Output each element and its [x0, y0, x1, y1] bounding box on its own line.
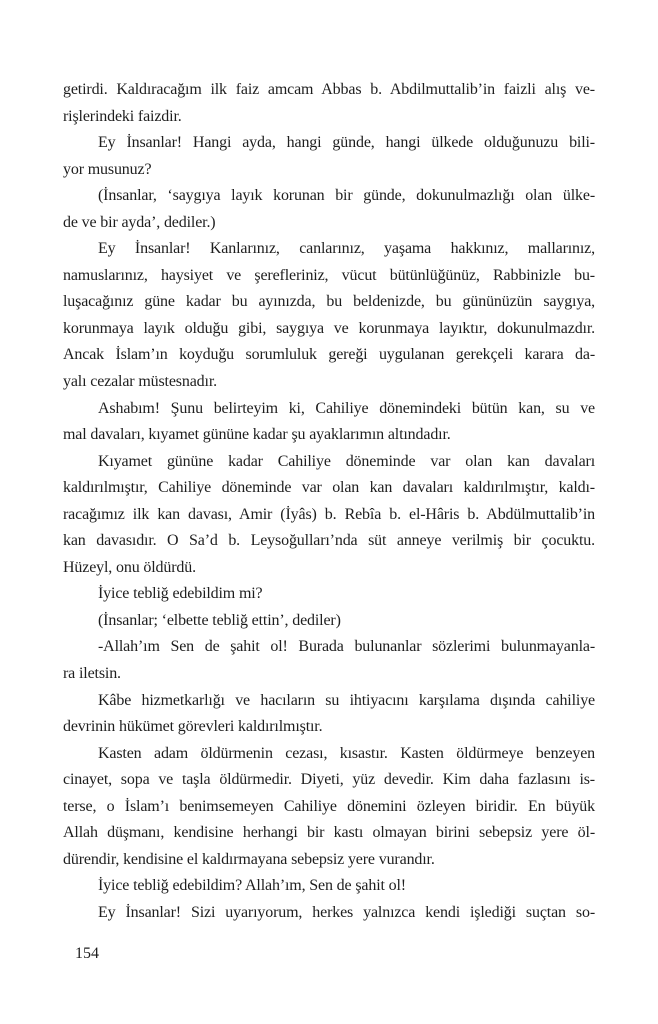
- text-line: rişlerindeki faizdir.: [63, 107, 182, 125]
- text-line: devrinin hükümet görevleri kaldırılmıştır.: [63, 718, 323, 736]
- text-line: -Allah’ım Sen de şahit ol! Burada bulunanlar sözlerimi bulunmayanla-: [98, 638, 595, 656]
- text-line: (İnsanlar, ‘saygıya layık korunan bir günde, dokunulmazlığı olan ülke-: [98, 187, 595, 205]
- text-line: İyice tebliğ edebildim mi?: [98, 585, 263, 603]
- text-line: cinayet, sopa ve taşla öldürmedir. Diyeti, yüz devedir. Kim daha fazlasını is-: [63, 771, 595, 789]
- text-line: racağımız ilk kan davası, Amir (İyâs) b. Rebîa b. el-Hâris b. Abdülmuttalib’in: [63, 505, 595, 523]
- text-line: İyice tebliğ edebildim? Allah’ım, Sen de şahit ol!: [98, 877, 406, 895]
- text-line: Ancak İslam’ın koyduğu sorumluluk gereği uygulanan gerekçeli karara da-: [63, 346, 595, 364]
- text-line: yor musunuz?: [63, 160, 152, 178]
- text-line: dürendir, kendisine el kaldırmayana sebepsiz yere vurandır.: [63, 850, 435, 868]
- page-text-block: [63, 77, 595, 927]
- text-line: Ey İnsanlar! Kanlarınız, canlarınız, yaşama hakkınız, mallarınız,: [98, 240, 595, 258]
- text-line: Kasten adam öldürmenin cezası, kısastır. Kasten öldürmeye benzeyen: [98, 744, 595, 762]
- text-line: Hüzeyl, onu öldürdü.: [63, 558, 196, 576]
- text-line: Ey İnsanlar! Hangi ayda, hangi günde, hangi ülkede olduğunuzu bili-: [98, 134, 595, 152]
- text-line: Kâbe hizmetkarlığı ve hacıların su ihtiyacını karşılama dışında cahiliye: [98, 691, 595, 709]
- text-line: mal davaları, kıyamet gününe kadar şu ayaklarımın altındadır.: [63, 426, 451, 444]
- text-line: terse, o İslam’ı benimsemeyen Cahiliye dönemini özleyen biridir. En büyük: [63, 797, 595, 815]
- text-line: namuslarınız, haysiyet ve şerefleriniz, vücut bütünlüğünüz, Rabbinizle bu-: [63, 266, 595, 284]
- text-line: yalı cezalar müstesnadır.: [63, 373, 217, 391]
- text-line: kan davasıdır. O Sa’d b. Leysoğulları’nda süt anneye verilmiş bir çocuktu.: [63, 532, 595, 550]
- text-line: kaldırılmıştır, Cahiliye döneminde var olan kan davaları kaldırılmıştır, kaldı-: [63, 479, 595, 497]
- text-line: getirdi. Kaldıracağım ilk faiz amcam Abbas b. Abdilmuttalib’in faizli alış ve-: [63, 81, 595, 98]
- page-number: 154: [75, 945, 99, 962]
- text-line: (İnsanlar; ‘elbette tebliğ ettin’, dediler): [98, 611, 341, 629]
- text-line: Ey İnsanlar! Sizi uyarıyorum, herkes yalnızca kendi işlediği suçtan so-: [98, 903, 595, 921]
- text-line: Kıyamet gününe kadar Cahiliye döneminde var olan kan davaları: [98, 452, 595, 470]
- text-line: Allah düşmanı, kendisine herhangi bir kastı olmayan birini sebepsiz yere öl-: [63, 824, 595, 842]
- text-line: Ashabım! Şunu belirteyim ki, Cahiliye dönemindeki bütün kan, su ve: [98, 399, 595, 417]
- text-line: luşacağınız güne kadar bu ayınızda, bu beldenizde, bu gününüzün saygıya,: [63, 293, 595, 311]
- text-line: korunmaya layık olduğu gibi, saygıya ve korunmaya layıktır, dokunulmazdır.: [63, 319, 595, 337]
- text-line: de ve bir ayda’, dediler.): [63, 213, 216, 231]
- text-line: ra iletsin.: [63, 665, 121, 683]
